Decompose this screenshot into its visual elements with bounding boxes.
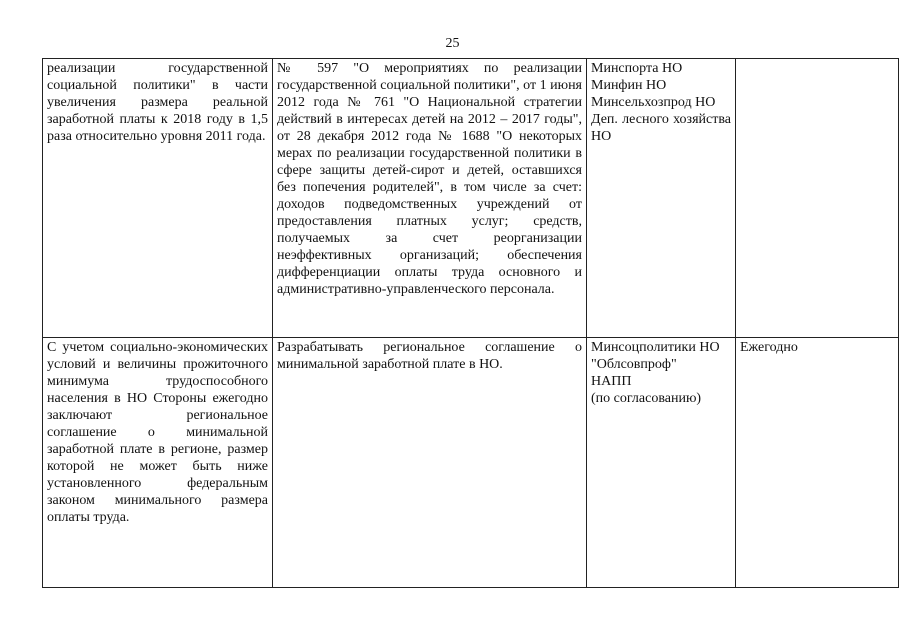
responsible-cell (587, 59, 736, 338)
action-text: Разрабатывать региональное соглашение о минимальной заработной плате в НО. (277, 340, 582, 372)
deadline-cell (736, 338, 899, 588)
measure-description: реализации государственной социальной политики" в части увеличения размера реальной заработной платы к 2018 году в 1,5 раза относительно уровня 2011 года. (47, 61, 268, 144)
responsible-line: Минспорта НО (591, 61, 683, 76)
deadline-cell (736, 59, 899, 338)
responsible-line: НАПП (591, 374, 632, 389)
measures-table (42, 58, 899, 588)
action-text: № 597 "О мероприятиях по реализации государственной социальной политики", от 1 июня 2012 года № 761 "О Национальной стратегии действий в интересах детей на 2012 – 2017 годы", от 28 декабря 2012 года № 1688 "О некоторых мерах по реализации государственной политики в сфере защиты детей-сирот и детей, оставшихся без попечения родителей", в том числе за счет: доходов подведомственных учреждений от предоставления платных услуг; средств, получаемых за счет реорганизации неэффективных организаций; обеспечения дифференциации оплаты труда основного и административно-управленческого персонала. (277, 61, 582, 297)
table-row (43, 59, 899, 338)
responsible-line: Минсельхозпрод НО (591, 95, 716, 110)
measure-description-cell (43, 59, 273, 338)
measure-description: С учетом социально-экономических условий и величины прожиточного минимума трудоспособного населения в НО Стороны ежегодно заключают региональное соглашение о минимальной заработной плате в регионе, размер которой не может быть ниже установленного федеральным законом минимального размера оплаты труда. (47, 340, 268, 525)
responsible-line: Минфин НО (591, 78, 667, 93)
responsible-cell (587, 338, 736, 588)
responsible-line: "Облсовпроф" (591, 357, 677, 372)
deadline-text: Ежегодно (740, 340, 798, 355)
action-cell (273, 59, 587, 338)
page-number: 25 (445, 36, 460, 51)
measure-description-cell (43, 338, 273, 588)
responsible-line: (по согласованию) (591, 391, 702, 406)
responsible-line: Минсоцполитики НО (591, 340, 720, 355)
responsible-line: Деп. лесного хозяйства НО (591, 112, 731, 144)
table-row (43, 338, 899, 588)
action-cell (273, 338, 587, 588)
